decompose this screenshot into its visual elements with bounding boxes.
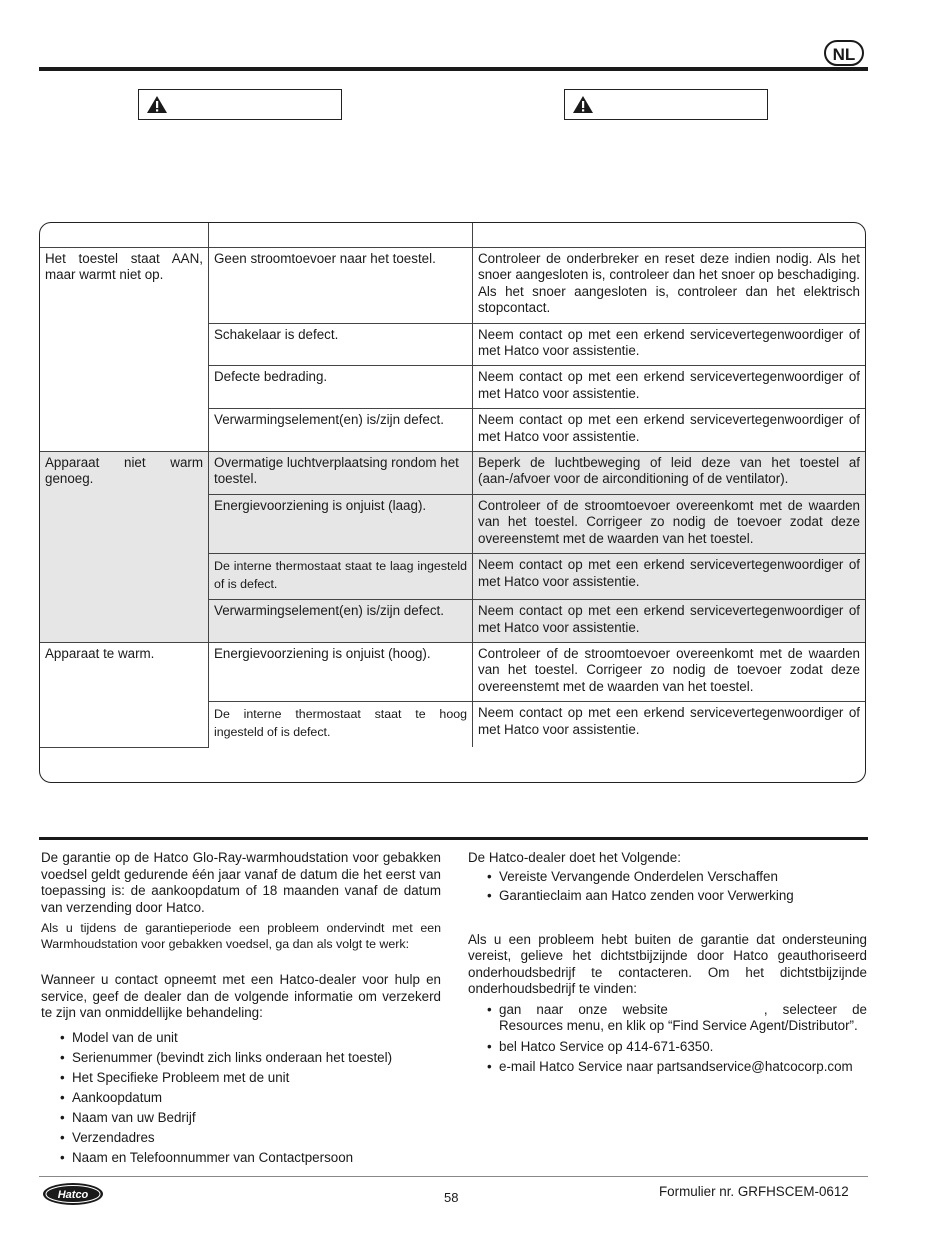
svg-text:Hatco: Hatco <box>57 1189 89 1201</box>
cause-cell: De interne thermostaat staat te hoog ingesteld of is defect. <box>209 702 473 748</box>
symptom-cell: Apparaat niet warm genoeg. <box>40 452 209 643</box>
out-of-warranty-paragraph: Als u een probleem hebt buiten de garantie dat ondersteuning vereist, gelieve het dichtstbijzijnde door Hatco geauthoriseerd onderhoudsbedrijf te contacteren. Om het dichtstbijzijnde onderhoudsbedrijf te vinden: <box>468 931 867 996</box>
website-text-start: gan naar onze website <box>499 1001 668 1017</box>
cause-cell: Overmatige luchtverplaatsing rondom het toestel. <box>209 452 473 495</box>
symptom-cell: Apparaat te warm. <box>40 642 209 747</box>
cause-cell: Energievoorziening is onjuist (hoog). <box>209 642 473 701</box>
header-cell-solution <box>473 223 866 248</box>
list-item: • Aankoopdatum <box>57 1088 441 1108</box>
solution-cell: Neem contact op met een erkend servicevertegenwoordiger of met Hatco voor assistentie. <box>473 600 866 643</box>
list-item: • Vereiste Vervangende Onderdelen Verschaffen <box>484 867 867 887</box>
website-text-end: , selecteer de Resources menu, en klik op “Find Service Agent/Distributor”. <box>499 1001 867 1033</box>
cause-cell: Verwarmingselement(en) is/zijn defect. <box>209 600 473 643</box>
solution-cell: Neem contact op met een erkend servicevertegenwoordiger of met Hatco voor assistentie. <box>473 702 866 748</box>
warning-box-left <box>138 89 342 120</box>
solution-cell: Neem contact op met een erkend servicevertegenwoordiger of met Hatco voor assistentie. <box>473 409 866 452</box>
solution-cell: Controleer de onderbreker en reset deze indien nodig. Als het snoer aangesloten is, controleer dan het snoer op beschadiging. Als het snoer aangesloten is, controleer dan het elektrisch stopcontact. <box>473 248 866 324</box>
language-badge: NL <box>824 40 864 66</box>
warranty-paragraph: De garantie op de Hatco Glo-Ray-warmhoudstation voor gebakken voedsel geldt gedurende één jaar vanaf de datum die het eerst van toepassing is: de aankoopdatum of 18 maanden vanaf de datum van verzending door Hatco. <box>41 850 441 915</box>
troubleshooting-table <box>39 222 866 783</box>
list-item: • Naam en Telefoonnummer van Contactpersoon <box>57 1148 441 1168</box>
cause-cell: Defecte bedrading. <box>209 366 473 409</box>
solution-cell: Neem contact op met een erkend servicevertegenwoordiger of met Hatco voor assistentie. <box>473 323 866 366</box>
solution-cell: Controleer of de stroomtoevoer overeenkomt met de waarden van het toestel. Corrigeer zo nodig de toevoer zodat deze overeenstemt met de waarden van het toestel. <box>473 642 866 701</box>
list-item: • Verzendadres <box>57 1128 441 1148</box>
list-item-website <box>484 1002 867 1035</box>
list-item: • Naam van uw Bedrijf <box>57 1108 441 1128</box>
warning-triangle-icon <box>146 95 168 114</box>
table-row <box>40 248 865 324</box>
cause-cell: Verwarmingselement(en) is/zijn defect. <box>209 409 473 452</box>
solution-cell: Controleer of de stroomtoevoer overeenkomt met de waarden van het toestel. Corrigeer zo nodig de toevoer zodat deze overeenstemt met de waarden van het toestel. <box>473 494 866 553</box>
warranty-right-column <box>468 850 867 1076</box>
header-cell-cause <box>209 223 473 248</box>
dealer-contact-paragraph: Wanneer u contact opneemt met een Hatco-dealer voor hulp en service, geef de dealer dan de volgende informatie om verzekerd te zijn van onmiddellijke behandeling: <box>41 972 441 1020</box>
dealer-info-list <box>57 1028 441 1168</box>
cause-cell: Schakelaar is defect. <box>209 323 473 366</box>
solution-cell: Neem contact op met een erkend servicevertegenwoordiger of met Hatco voor assistentie. <box>473 366 866 409</box>
form-number: Formulier nr. GRFHSCEM-0612 <box>659 1184 849 1199</box>
cause-cell: Geen stroomtoevoer naar het toestel. <box>209 248 473 324</box>
table-row <box>40 642 865 701</box>
list-item: • Garantieclaim aan Hatco zenden voor Verwerking <box>484 886 867 906</box>
service-contact-list <box>484 1002 867 1076</box>
warranty-section-rule <box>39 837 868 840</box>
warranty-left-column <box>41 850 441 1168</box>
list-item-email: • e-mail Hatco Service naar partsandservice@hatcocorp.com <box>484 1059 867 1076</box>
table-header-row <box>40 223 865 248</box>
hatco-logo <box>42 1181 104 1207</box>
cause-cell: Energievoorziening is onjuist (laag). <box>209 494 473 553</box>
warranty-procedure-text: Als u tijdens de garantieperiode een probleem ondervindt met een Warmhoudstation voor gebakken voedsel, ga dan als volgt te werk: <box>41 921 441 951</box>
list-item: • Het Specifieke Probleem met de unit <box>57 1068 441 1088</box>
list-item-phone: • bel Hatco Service op 414-671-6350. <box>484 1039 867 1056</box>
dealer-actions-list <box>484 867 867 906</box>
warning-triangle-icon <box>572 95 594 114</box>
solution-cell: Neem contact op met een erkend servicevertegenwoordiger of met Hatco voor assistentie. <box>473 554 866 600</box>
footer-rule <box>39 1176 868 1177</box>
symptom-cell: Het toestel staat AAN, maar warmt niet op. <box>40 248 209 452</box>
warning-box-right <box>564 89 768 120</box>
dealer-intro: De Hatco-dealer doet het Volgende: <box>468 850 681 865</box>
header-rule <box>39 67 868 71</box>
list-item: • Serienummer (bevindt zich links onderaan het toestel) <box>57 1048 441 1068</box>
list-item: • Model van de unit <box>57 1028 441 1048</box>
page-number: 58 <box>444 1190 459 1205</box>
solution-cell: Beperk de luchtbeweging of leid deze van het toestel af (aan-/afvoer voor de airconditioning of de ventilator). <box>473 452 866 495</box>
header-cell-symptom <box>40 223 209 248</box>
cause-cell: De interne thermostaat staat te laag ingesteld of is defect. <box>209 554 473 600</box>
table-row <box>40 452 865 495</box>
